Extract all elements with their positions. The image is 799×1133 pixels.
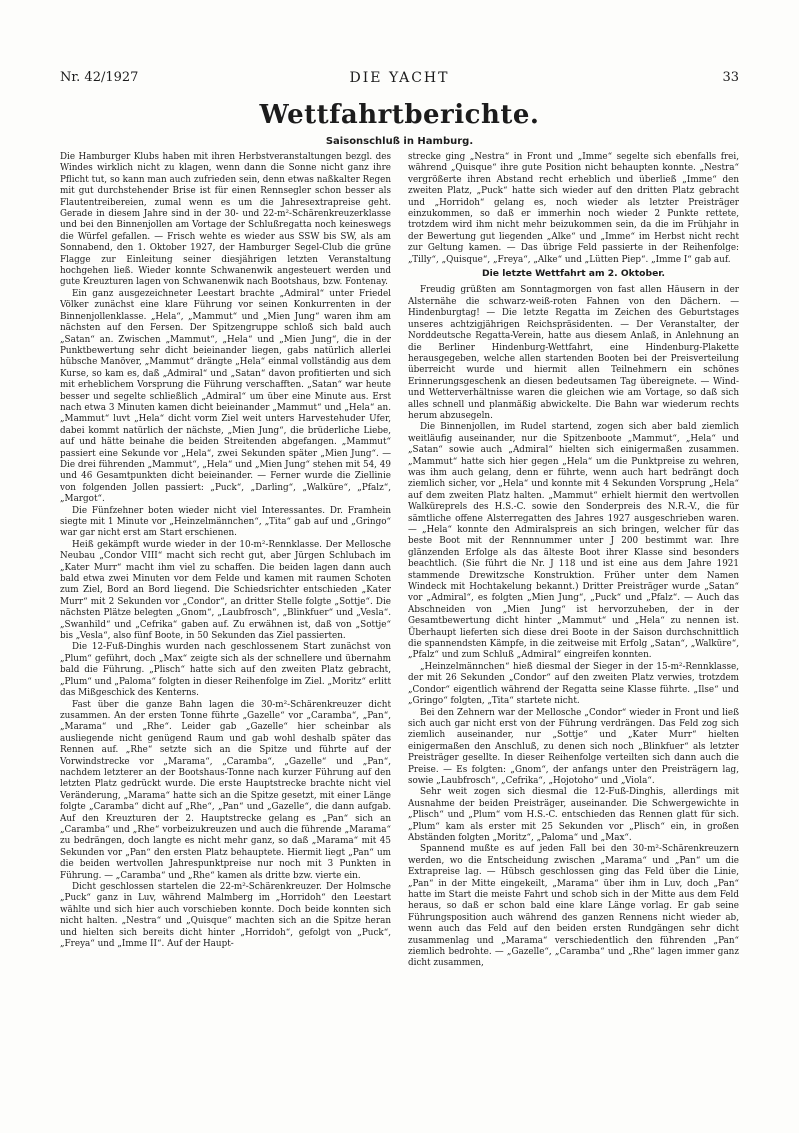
paragraph: Heiß gekämpft wurde wieder in der 10-m²-Rennklasse. Der Mellosche Neubau „Condor VIII“ macht sich recht gut, aber Jürgen Schlubach im „Kater Murr“ macht ihm viel zu schaffen. Die beiden lagen dann auch bald etwa zwei Minuten vor dem Felde und kamen mit raumen Schoten zum Ziel, Bord an Bord liegend. Die Schiedsrichter entschieden „Kater Murr“ mit 2 Sekunden vor „Condor“, an dritter Stelle folgte „Sottje“. Die nächsten Plätze belegten „Gnom“, „Laubfrosch“, „Blinkfuer“ und „Vesla“. „Swanhild“ und „Cefrika“ gaben auf. Zu erwähnen ist, daß von „Sottje“ bis „Vesla“, also fünf Boote, in 50 Sekunden das Ziel passierten. [60,539,391,642]
left-column [60,152,391,1102]
article-title: Wettfahrtberichte. [259,100,540,130]
paragraph: Dicht geschlossen startelen die 22-m²-Schärenkreuzer. Der Holmsche „Puck“ ganz in Luv, während Malmberg im „Horridoh“ den Leestart wählte und sich hier auch vorschieben konnte. Doch beide konnten sich nicht halten. „Nestra“ und „Quisque“ machten sich an die Spitze heran und hielten sich bereits dicht hinter „Horridoh“, gefolgt von „Puck“, „Freya“ und „Imme II“. Auf der Haupt- [60,882,391,950]
paragraph: Freudig grüßten am Sonntagmorgen von fast allen Häusern in der Alsternähe die schwarz-weiß-roten Fahnen von den Dächern. — Hindenburgtag! — Die letzte Regatta im Zeichen des Geburtstages unseres achtzigjährigen Reichspräsidenten. — Der Veranstalter, der Norddeutsche Regatta-Verein, hatte aus diesem Anlaß, in Anlehnung an die Berliner Hindenburg-Wettfahrt, eine Hindenburg-Plakette herausgegeben, welche allen startenden Booten bei der Preisverteilung überreicht wurde und hiermit allen Teilnehmern ein schönes Erinnerungsgeschenk an diesen bedeutsamen Tag übereignete. — Wind- und Wetterverhältnisse waren die gleichen wie am Vortage, so daß sich alles schnell und planmäßig abwickelte. Die Bahn war wiederum rechts herum abzusegeln. [408,285,739,421]
paragraph: Ein ganz ausgezeichneter Leestart brachte „Admiral“ unter Friedel Völker zunächst eine klare Führung vor seinen Konkurrenten in der Binnenjollenklasse. „Hela“, „Mammut“ und „Mien Jung“ waren ihm am nächsten auf den Fersen. Der Spitzengruppe schloß sich bald auch „Satan“ an. Zwischen „Mammut“, „Hela“ und „Mien Jung“, die in der Punktbewertung sehr dicht beieinander liegen, gabs natürlich allerlei hübsche Manöver, „Mammut“ drängte „Hela“ einmal vollständig aus dem Kurse, so kam es, daß „Admiral“ und „Satan“ davon profitierten und sich mit erheblichem Vorsprung die Führung verschafften. „Satan“ war heute besser und segelte schließlich „Admiral“ um über eine Minute aus. Erst nach etwa 3 Minuten kamen dicht beieinander „Mammut“ und „Hela“ an. „Mammut“ luvt „Hela“ dicht vorm Ziel weit unters Harvestehuder Ufer, dabei kommt natürlich der nächste, „Mien Jung“, die brüderliche Liebe, auf und hätte beinahe die beiden Streitenden abgefangen. „Mammut“ passiert eine Sekunde vor „Hela“, zwei Sekunden später „Mien Jung“. — Die drei führenden „Mammut“, „Hela“ und „Mien Jung“ stehen mit 54, 49 und 46 Gesamtpunkten dicht beieinander. — Ferner wurde die Ziellinie von folgenden Jollen passiert: „Puck“, „Darling“, „Walküre“, „Pfalz“, „Margot“. [60,288,391,505]
page-header [60,70,739,90]
paragraph: Die Binnenjollen, im Rudel startend, zogen sich aber bald ziemlich weitläufig auseinander, nur die Spitzenboote „Mammut“, „Hela“ und „Satan“ sowie auch „Admiral“ hielten sich einigermaßen zusammen. „Mammut“ hatte sich hier gegen „Hela“ um die Punktpreise zu wehren, was ihm auch gelang, denn er führte, wenn auch hart bedrängt doch ziemlich sicher, vor „Hela“ und konnte mit 4 Sekunden Vorsprung „Hela“ auf dem zweiten Platz halten. „Mammut“ erhielt hiermit den wertvollen Walküreprels des H.S.-C. sowie den Sonderpreis des N.R.-V., die für sämtliche offene Alsterregatten des Jahres 1927 ausgeschrieben waren. — „Hela“ konnte den Admiralspreis an sich bringen, welcher für das beste Boot mit der Rennnummer unter J 200 bestimmt war. Ihre glänzenden Erfolge als das älteste Boot ihrer Klasse sind besonders beachtlich. (Sie führt die Nr. J 118 und ist eine aus dem Jahre 1921 stammende Drewitzsche Konstruktion. Früher unter dem Namen Windeck mit Hochtakelung bekannt.) Dritter Preisträger wurde „Satan“ vor „Admiral“, es folgten „Mien Jung“, „Puck“ und „Pfalz“. — Auch das Abschneiden von „Mien Jung“ ist hervorzuheben, der in der Gesamtbewertung dicht hinter „Mammut“ und „Hela“ zu nennen ist. Überhaupt lieferten sich diese drei Boote in der Saison durchschnittlich die spannendsten Kämpfe, in die zeitweise mit Erfolg „Satan“, „Walküre“, „Pfalz“ und zum Schluß „Admiral“ eingreifen konnten. [408,422,739,661]
paragraph: Die Hamburger Klubs haben mit ihren Herbstveranstaltungen bezgl. des Windes wirklich nicht zu klagen, wenn dann die Sonne nicht ganz ihre Pflicht tut, so kann man auch zufrieden sein, denn etwas naßkalter Regen mit gut durchstehender Brise ist für einen Rennsegler schon besser als Flautentreibereien, zumal wenn es um die Jahresextrapreise geht. Gerade in diesem Jahre sind in der 30- und 22-m²-Schärenkreuzerklasse und bei den Binnenjollen am Vortage der Schlußregatta noch keineswegs die Würfel gefallen. — Frisch wehte es wieder aus SSW bis SW, als am Sonnabend, den 1. Oktober 1927, der Hamburger Segel-Club die grüne Flagge zur Einleitung seiner diesjährigen letzten Veranstaltung hochgehen ließ. Wieder konnte Schwanenwik angesteuert werden und gute Kreuzturen lagen von Schwanenwik nach Bootshaus, bzw. Fontenay. [60,152,391,288]
paragraph: Sehr weit zogen sich diesmal die 12-Fuß-Dinghis, allerdings mit Ausnahme der beiden Preisträger, auseinander. Die Schwergewichte in „Plisch“ und „Plum“ vom H.S.-C. entschieden das Rennen glatt für sich. „Plum“ kam als erster mit 25 Sekunden vor „Plisch“ ein, in großen Abständen folgten „Moritz“, „Paloma“ und „Max“. [408,787,739,843]
right-column [408,152,739,1102]
paragraph: Die Fünfzehner boten wieder nicht viel Interessantes. Dr. Framhein siegte mit 1 Minute vor „Heinzelmännchen“, „Tita“ gab auf und „Gringo“ war gar nicht erst am Start erschienen. [60,505,391,539]
paragraph: „Heinzelmännchen“ hieß diesmal der Sieger in der 15-m²-Rennklasse, der mit 26 Sekunden „Condor“ auf den zweiten Platz verwies, trotzdem „Condor“ eigentlich während der Regatta seine Klasse führte. „Ilse“ und „Gringo“ folgten, „Tita“ startete nicht. [408,661,739,707]
paragraph: Fast über die ganze Bahn lagen die 30-m²-Schärenkreuzer dicht zusammen. An der ersten Tonne führte „Gazelle“ vor „Caramba“, „Pan“, „Marama“ und „Rhe“. Leider gab „Gazelle“ hier scheinbar als ausliegende nicht genügend Raum und gab wohl deshalb später das Rennen auf. „Rhe“ setzte sich an die Spitze und führte auf der Vorwindstrecke vor „Marama“, „Caramba“, „Gazelle“ und „Pan“, nachdem letzterer an der Bootshaus-Tonne nach kurzer Führung auf den letzten Platz gedrückt wurde. Die erste Hauptstrecke brachte nicht viel Veränderung, „Marama“ hatte sich an die Spitze gesetzt, mit einer Länge folgte „Caramba“ dicht auf „Rhe“, „Pan“ und „Gazelle“, die dann aufgab. Auf den Kreuzturen der 2. Hauptstrecke gelang es „Pan“ sich an „Caramba“ und „Rhe“ vorbeizukreuzen und auch die führende „Marama“ zu bedrängen, doch langte es nicht mehr ganz, so daß „Marama“ mit 45 Sekunden vor „Pan“ den ersten Platz behauptete. Hiermit liegt „Pan“ um die beiden wertvollen Jahrespunktpreise nur noch mit 3 Punkten in Führung. — „Caramba“ und „Rhe“ kamen als dritte bzw. vierte ein. [60,699,391,881]
paragraph: Spannend mußte es auf jeden Fall bei den 30-m²-Schärenkreuzern werden, wo die Entscheidung zwischen „Marama“ und „Pan“ um die Extrapreise lag. — Hübsch geschlossen ging das Feld über die Linie, „Pan“ in der Mitte eingekeilt, „Marama“ über ihm in Luv, doch „Pan“ hatte im Start die meiste Fahrt und schob sich in der Mitte aus dem Feld heraus, so daß er schon bald eine klare Länge vorlag. Er gab seine Führungsposition auch während des ganzen Rennens nicht wieder ab, wenn auch das Feld auf den beiden ersten Rundgängen sehr dicht zusammenlag und „Marama“ verschiedentlich den führenden „Pan“ ziemlich bedrohte. — „Gazelle“, „Caramba“ und „Rhe“ lagen immer ganz dicht zusammen, [408,844,739,969]
paragraph: strecke ging „Nestra“ in Front und „Imme“ segelte sich ebenfalls frei, während „Quisque“ ihre gute Position nicht behaupten konnte. „Nestra“ vergrößerte ihren Abstand recht erheblich und überließ „Imme“ den zweiten Platz, „Puck“ hatte sich wieder auf den dritten Platz gebracht und „Horridoh“ gelang es, noch wieder als letzter Preisträger einzukommen, so daß er immerhin noch wieder 2 Punkte rettete, trotzdem wird ihm nicht mehr beizukommen sein, da die im Frühjahr in der Bewertung gut liegenden „Alke“ und „Imme“ im Herbst nicht recht zur Geltung kamen. — Das übrige Feld passierte in der Reihenfolge: „Tilly“, „Quisque“, „Freya“, „Alke“ und „Lütten Piep“. „Imme I“ gab auf. [408,152,739,265]
section-heading: Die letzte Wettfahrt am 2. Oktober. [481,268,666,280]
paragraph: Die 12-Fuß-Dinghis wurden nach geschlossenem Start zunächst von „Plum“ geführt, doch „Max“ zeigte sich als der schnellere und übernahm bald die Führung. „Plisch“ hatte sich auf den zweiten Platz gebracht, „Plum“ und „Paloma“ folgten in dieser Reihenfolge im Ziel. „Moritz“ erlitt das Mißgeschick des Kenterns. [60,642,391,699]
magazine-name: DIE YACHT [349,70,450,86]
issue-number: Nr. 42/1927 [60,70,139,85]
page-number: 33 [722,70,739,85]
article-subtitle: Saisonschluß in Hamburg. [325,136,474,147]
paragraph: Bei den Zehnern war der Mellosche „Condor“ wieder in Front und ließ sich auch gar nicht erst von der Führung verdrängen. Das Feld zog sich ziemlich auseinander, nur „Sottje“ und „Kater Murr“ hielten einigermaßen den Anschluß, zu denen sich noch „Blinkfuer“ als letzter Preisträger gesellte. In dieser Reihenfolge verteilten sich dann auch die Preise. — Es folgten: „Gnom“, der anfangs unter den Preisträgern lag, sowie „Laubfrosch“, „Cefrika“, „Hojotoho“ und „Viola“. [408,707,739,786]
